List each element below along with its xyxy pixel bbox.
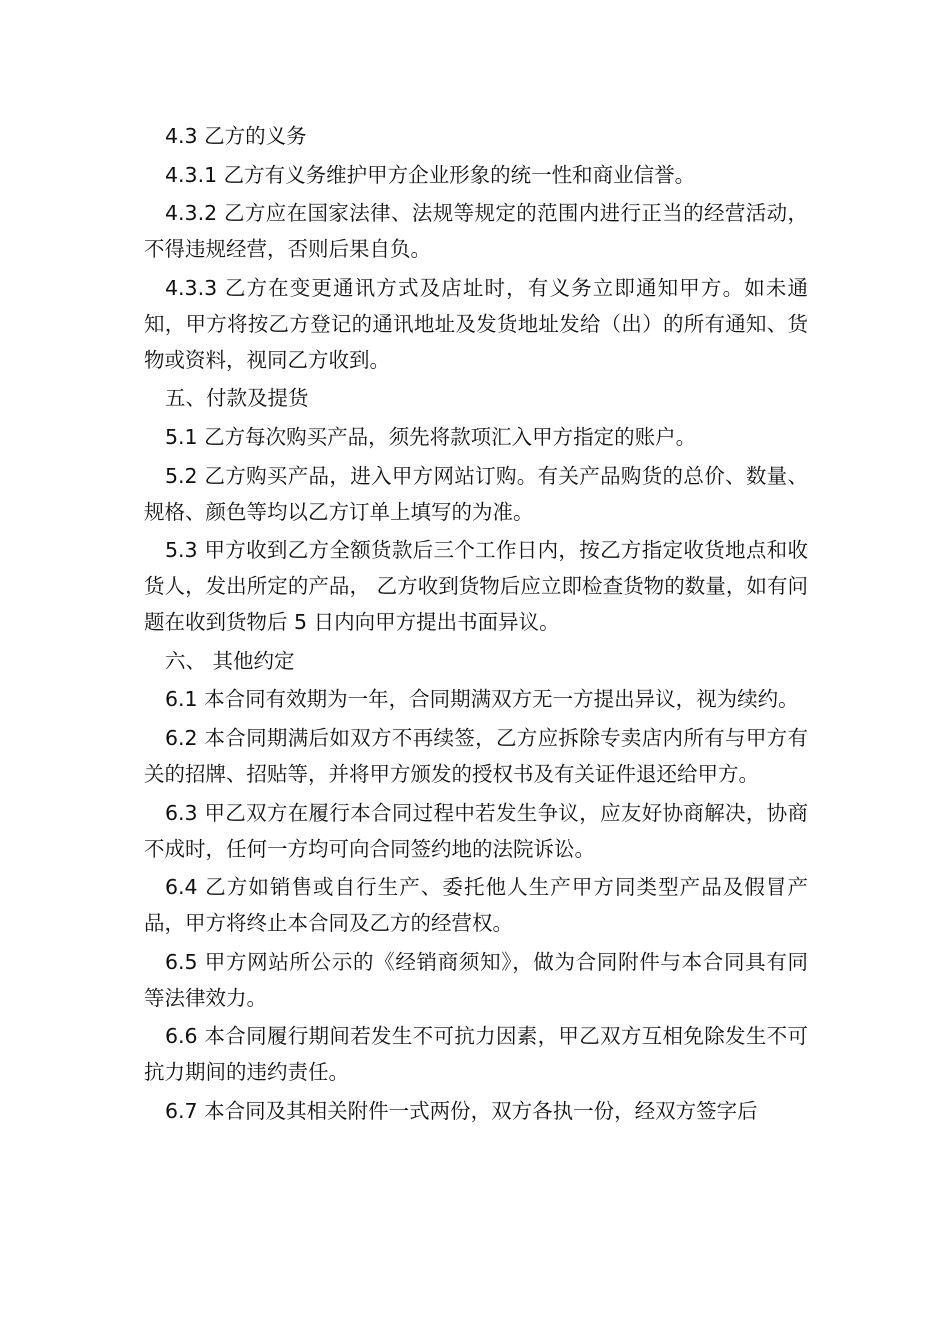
clause-4-3-3: 4.3.3 乙方在变更通讯方式及店址时，有义务立即通知甲方。如未通知，甲方将按乙方登记的通讯地址及发货地址发给（出）的所有通知、货物或资料，视同乙方收到。 — [144, 275, 808, 372]
clause-5-2: 5.2 乙方购买产品，进入甲方网站订购。有关产品购货的总价、数量、规格、颜色等均以乙方订单上填写的为准。 — [144, 463, 808, 524]
clause-6-2: 6.2 本合同期满后如双方不再续签，乙方应拆除专卖店内所有与甲方有关的招牌、招贴等，并将甲方颁发的授权书及有关证件退还给甲方。 — [144, 725, 808, 786]
clause-6-7: 6.7 本合同及其相关附件一式两份，双方各执一份，经双方签字后 — [165, 1098, 758, 1123]
clause-6-1: 6.1 本合同有效期为一年，合同期满双方无一方提出异议，视为续约。 — [165, 687, 799, 712]
clause-4-3-2: 4.3.2 乙方应在国家法律、法规等规定的范围内进行正当的经营活动，不得违规经营，否则后果自负。 — [144, 201, 808, 262]
clause-6-5: 6.5 甲方网站所公示的《经销商须知》，做为合同附件与本合同具有同等法律效力。 — [144, 949, 808, 1010]
section-heading-6: 六、 其他约定 — [165, 648, 295, 673]
section-heading-4-3: 4.3 乙方的义务 — [165, 124, 307, 148]
clause-6-6: 6.6 本合同履行期间若发生不可抗力因素，甲乙双方互相免除发生不可抗力期间的违约责任。 — [144, 1024, 808, 1085]
document-body — [144, 118, 808, 1132]
clause-5-3: 5.3 甲方收到乙方全额货款后三个工作日内，按乙方指定收货地点和收货人，发出所定的产品， 乙方收到货物后应立即检查货物的数量，如有问题在收到货物后 5 日内向甲方提出书面异议。 — [144, 538, 808, 635]
clause-6-4: 6.4 乙方如销售或自行生产、委托他人生产甲方同类型产品及假冒产品，甲方将终止本合同及乙方的经营权。 — [144, 875, 808, 936]
clause-5-1: 5.1 乙方每次购买产品，须先将款项汇入甲方指定的账户。 — [165, 424, 697, 449]
clause-6-3: 6.3 甲乙双方在履行本合同过程中若发生争议，应友好协商解决，协商不成时，任何一方均可向合同签约地的法院诉讼。 — [144, 800, 808, 861]
clause-4-3-1: 4.3.1 乙方有义务维护甲方企业形象的统一性和商业信誉。 — [165, 162, 696, 187]
section-heading-5: 五、付款及提货 — [165, 386, 309, 411]
